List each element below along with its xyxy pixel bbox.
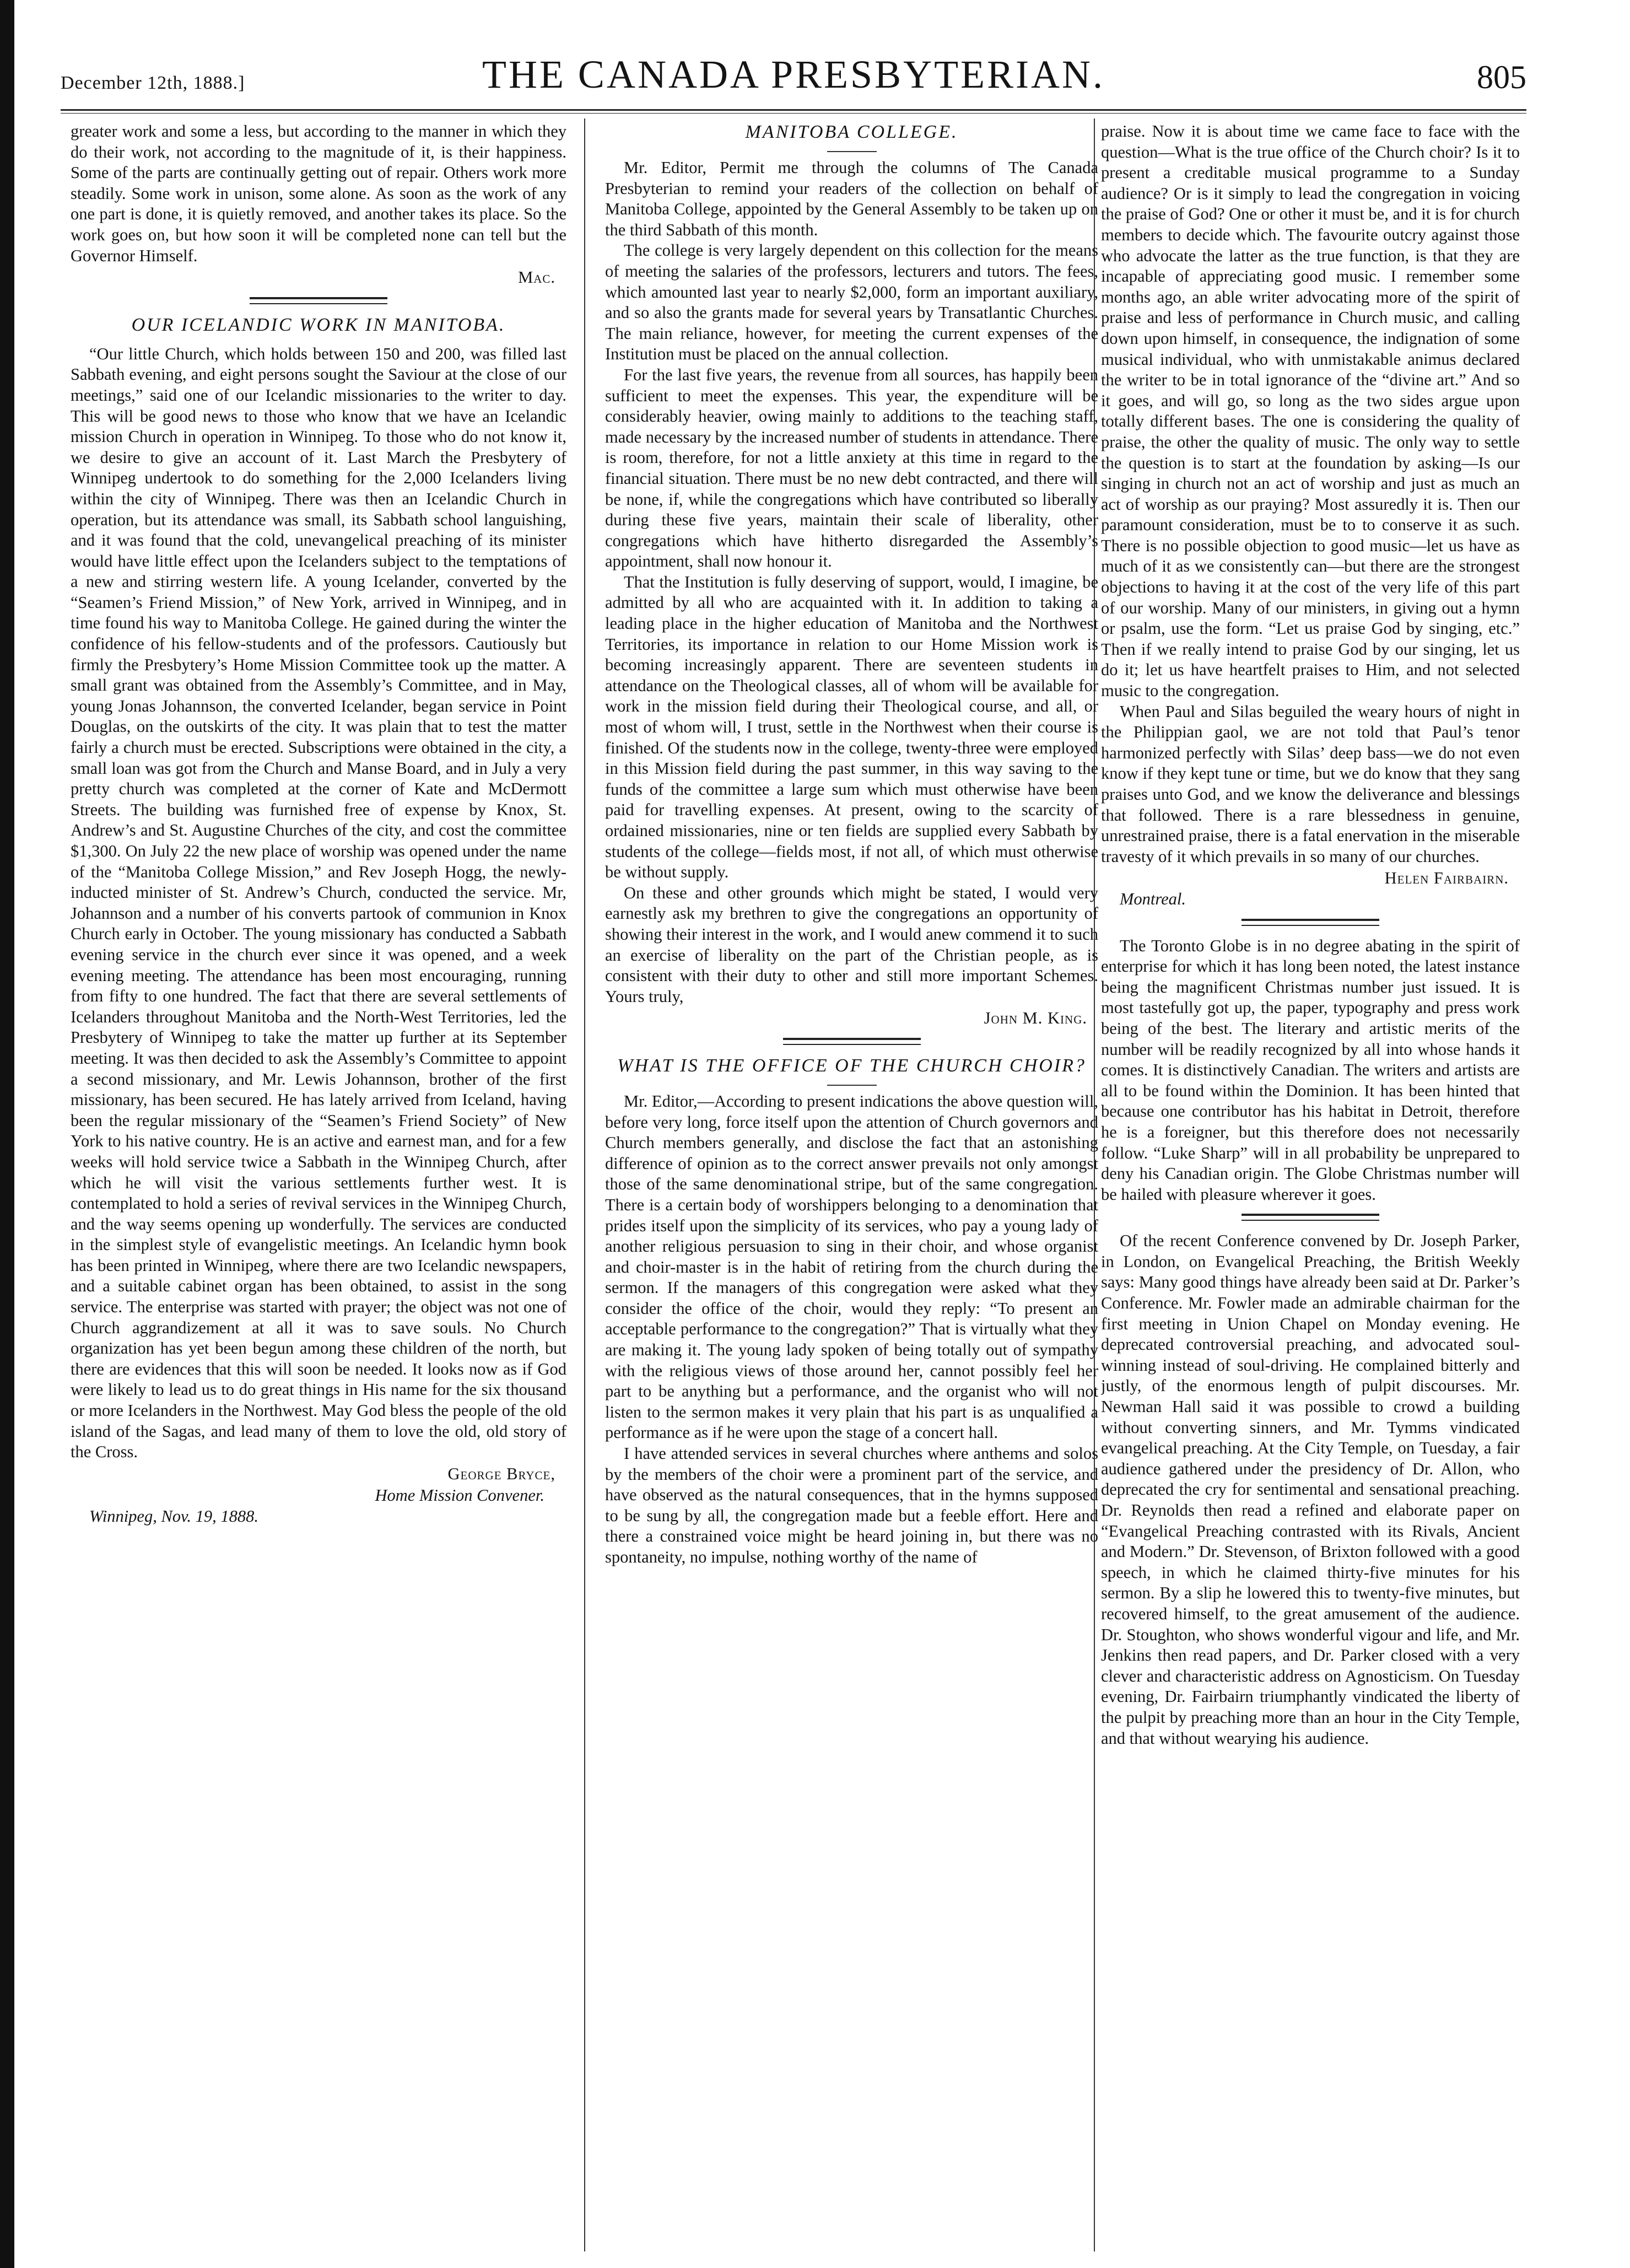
header-rule xyxy=(61,109,1526,114)
title-rule xyxy=(827,151,877,152)
manitoba-paragraph-2: The college is very largely dependent on this collection for the means of meeting the salaries of the professors, lecturers and tutors. The fees, which amounted last year to nearly $2,000, form an important auxiliary, and so also the grants made for several years by Transatlantic Churches. The main reliance, however, for meeting the current expenses of the Institution must be placed on the annual collection. xyxy=(605,241,1098,364)
globe-paragraph: The Toronto Globe is in no degree abating in the spirit of enterprise for which it has long been noted, the latest instance being the magnificent Christmas number just issued. It is most tastefully got up, the paper, typography and press work being of the best. The literary and artistic merits of the number will be readily recognized by all into whose hands it comes. It is distinctively Canadian. The writers and artists are all to be found within the Dominion. It has been hinted that because one contributor has his habitat in Detroit, therefore he is a foreigner, but this therefore does not necessarily follow. “Luke Sharp” will in all probability be unprepared to deny his Canadian origin. The Globe Christmas number will be hailed with pleasure wherever it goes. xyxy=(1101,936,1520,1204)
column-divider-1 xyxy=(584,118,585,2251)
article-separator xyxy=(1242,1214,1379,1221)
place-montreal: Montreal. xyxy=(1120,889,1186,908)
column-2 xyxy=(605,121,1098,2254)
manitoba-paragraph-3: For the last five years, the revenue from all sources, has happily been sufficient to meet the expenses. This year, the expenditure will be considerably heavier, owing mainly to additions to the teaching staff, made necessary by the increased number of students in attendance. There is room, therefore, for not a little anxiety at this time in regard to the financial situation. There must be no new debt contracted, and there will be none, if, while the congregations which have contributed so liberally during these five years, maintain their scale of liberality, other congregations which have hitherto disregarded the Assembly’s appointment, shall now honour it. xyxy=(605,365,1098,571)
page-binding-edge xyxy=(0,0,14,2268)
signature-george-bryce: George Bryce, xyxy=(447,1464,555,1483)
choir-paragraph-2: I have attended services in several churches where anthems and solos by the members of the choir were a prominent part of the service, and have observed as the natural consequences, that in the hymns supposed to be sung by all, the congregation made but a feeble effort. Here and there a constrained voice might be heard joining in, but there was no spontaneity, no impulse, nothing worthy of the name of xyxy=(605,1444,1098,1566)
article-title-church-choir: WHAT IS THE OFFICE OF THE CHURCH CHOIR? xyxy=(617,1055,1086,1076)
continuation-paragraph: greater work and some a less, but according to the manner in which they do their work, not according to the magnitude of it, is their happiness. Some of the parts are continually getting out of repair. Others work more steadily. Some work in unison, some alone. As soon as the work of any one part is done, it is quietly removed, and another takes its place. So the work goes on, but how soon it will be completed none can tell but the Governor Himself. xyxy=(71,122,566,265)
signature-john-king: John M. King. xyxy=(984,1009,1087,1028)
article-body-icelandic-work: “Our little Church, which holds between 150 and 200, was filled last Sabbath evening, and eight persons sought the Saviour at the close of our meetings,” said one of our Icelandic missionaries to the writer to day. This will be good news to those who know that we have an Icelandic mission Church in operation in Winnipeg. To those who do not know it, we desire to give an account of it. Last March the Presbytery of Winnipeg undertook to do something for the 2,000 Icelanders living within the city of Winnipeg. There was then an Icelandic Church in operation, but its attendance was small, its Sabbath school languishing, and it was found that the cold, unevangelical preaching of its minister would have little effect upon the Icelanders subject to the temptations of a new and stirring western life. A young Icelander, converted by the “Seamen’s Friend Mission,” of New York, arrived in Winnipeg, and in time found his way to Manitoba College. He gained during the winter the confidence of his fellow-students and of the professors. Cautiously but firmly the Presbytery’s Home Mission Committee took up the matter. A small grant was obtained from the Assembly’s Committee, and in May, young Jonas Johannson, the converted Icelander, began service in Point Douglas, on the outskirts of the city. It was plain that to test the matter fairly a church must be erected. Subscriptions were obtained in the city, a small loan was got from the Church and Manse Board, and in July a very pretty church was completed at the corner of Kate and McDermott Streets. The building was furnished free of expense by Knox, St. Andrew’s and St. Augustine Churches of the city, and cost the committee $1,300. On July 22 the new place of worship was opened under the name of the “Manitoba College Mission,” and Rev Joseph Hogg, the newly-inducted minister of St. Andrew’s Church, conducted the service. Mr, Johannson and a number of his converts partook of communion in Knox Church early in October. The young missionary has conducted a Sabbath evening service in the church ever since it was opened, and a week evening meeting. The attendance has been most encouraging, running from fifty to one hundred. The fact that there are several settlements of Icelanders throughout Manitoba and the North-West Territories, led the Presbytery of Winnipeg to take the matter up further at its September meeting. It was then decided to ask the Assembly’s Committee to appoint a second missionary, and Mr. Lewis Johannson, brother of the first missionary, has been secured. He has lately arrived from Iceland, having been the regular missionary of the “Seamen’s Friend Society” of New York to his native country. He is an active and earnest man, and for a few weeks will hold service twice a Sabbath in the Winnipeg Church, after which he will visit the various settlements further west. It is contemplated to hold a series of revival services in the Winnipeg Church, and the way seems opening up wonderfully. The services are conducted in the simplest style of evangelistic meetings. An Icelandic hymn book has been printed in Winnipeg, where there are two Icelandic newspapers, and a suitable cabinet organ has been obtained, to assist in the song service. The enterprise was started with prayer; the object was not one of Church aggrandizement at all it was to save souls. No Church organization has yet been begun among these children of the north, but there are evidences that this will soon be needed. It looks now as if God were likely to lead us to do great things in His name for the six thousand or more Icelanders in the Northwest. May God bless the people of the old island of the Sagas, and lead many of them to love the old, old story of the Cross. xyxy=(71,344,566,1462)
manitoba-paragraph-1: Mr. Editor, Permit me through the columns of The Canada Presbyterian to remind your readers of the collection on behalf of Manitoba College, appointed by the General Assembly to be taken up on the third Sabbath of this month. xyxy=(605,158,1098,239)
column-1 xyxy=(71,121,566,2254)
article-separator xyxy=(250,297,387,304)
issue-date: December 12th, 1888.] xyxy=(61,73,245,93)
conference-paragraph: Of the recent Conference convened by Dr. Joseph Parker, in London, on Evangelical Preaching, the British Weekly says: Many good things have already been said at Dr. Parker’s Conference. Mr. Fowler made an admirable chairman for the first meeting in Union Chapel on Monday evening. He deprecated controversial preaching, and advocated soul-winning instead of soul-driving. He complained bitterly and justly, of the enormous length of pulpit discourses. Mr. Newman Hall said it was possible to crowd a building without converting sinners, and Mr. Tymms vindicated evangelical preaching. At the City Temple, on Tuesday, a fair audience gathered under the presidency of Dr. Allon, who deprecated the cry for sentimental and sensational preaching. Dr. Reynolds then read a refined and elaborate paper on “Evangelical Preaching contrasted with its Rivals, Ancient and Modern.” Dr. Stevenson, of Brixton followed with a good speech, in which he claimed thirty-five minutes for his sermon. By a slip he lowered this to twenty-five minutes, but recovered himself, to the great amusement of the audience. Dr. Stoughton, who shows wonderful vigour and life, and Mr. Jenkins then read papers, and Dr. Parker closed with a very clever and characteristic address on Agnosticism. On Tuesday evening, Dr. Fairbairn triumphantly vindicated the liberty of the pulpit by preaching more than an hour in the City Temple, and that without wearying his audience. xyxy=(1101,1231,1520,1748)
article-title-icelandic-work: OUR ICELANDIC WORK IN MANITOBA. xyxy=(131,314,506,335)
title-rule xyxy=(827,1085,877,1086)
choir-paragraph-1: Mr. Editor,—According to present indications the above question will, before very long, force itself upon the attention of Church governors and Church members generally, and disclose the fact that an astonishing difference of opinion as to the correct answer prevails not only amongst those of the same denominational stripe, but of the same congregation. There is a certain body of worshippers belonging to a denomination that prides itself upon the simplicity of its services, who pay a young lady of another religious persuasion to sing in their choir, and whose organist and choir-master is in the habit of retiring from the church during the sermon. If the managers of this congregation were asked what they consider the office of the choir, would they reply: “To present an acceptable performance to the congregation?” That is virtually what they are making it. The young lady spoken of being totally out of sympathy with the religious views of those around her, cannot possibly feel her part to be anything but a performance, and the organist who will not listen to the sermon makes it very plain that his part is as unqualified a performance as if he were upon the stage of a concert hall. xyxy=(605,1091,1098,1442)
choir-continuation-2: When Paul and Silas beguiled the weary hours of night in the Philippian gaol, we are not told that Paul’s tenor harmonized perfectly with Silas’ deep bass—we do not even know if they kept tune or time, but we do know that they sang praises unto God, and we know the deliverance and blessings that followed. There is a rare blessedness in genuine, unrestrained praise, there is a fatal enervation in the miserable travesty of it which prevails in so many of our churches. xyxy=(1101,702,1520,866)
signature-role: Home Mission Convener. xyxy=(375,1486,544,1505)
column-3 xyxy=(1101,121,1520,2254)
manitoba-paragraph-5: On these and other grounds which might be stated, I would very earnestly ask my brethren to give the congregations an opportunity of showing their interest in the work, and I would anew commend it to such an exercise of liberality on the part of the Christian people, as is consistent with their duty to other and still more important Schemes. Yours truly, xyxy=(605,883,1098,1006)
manitoba-paragraph-4: That the Institution is fully deserving of support, would, I imagine, be admitted by all who are acquainted with it. In addition to taking a leading place in the higher education of Manitoba and the Northwest Territories, its importance in relation to our Home Mission work is becoming increasingly apparent. There are seventeen students in attendance on the Theological classes, all of whom will be available for work in the mission field during their Theological course, and all, or most of whom will, I trust, settle in the Northwest when their course is finished. Of the students now in the college, twenty-three were employed in this Mission field during the past summer, in this way saving to the funds of the committee a large sum which must otherwise have been paid for travelling expenses. At present, owing to the scarcity of ordained missionaries, nine or ten fields are supplied every Sabbath by students of the college—fields most, if not all, of which must otherwise be without supply. xyxy=(605,572,1098,882)
page-header xyxy=(61,44,1526,105)
article-separator xyxy=(1242,919,1379,926)
newspaper-title: THE CANADA PRESBYTERIAN. xyxy=(482,52,1105,96)
dateline-winnipeg: Winnipeg, Nov. 19, 1888. xyxy=(89,1507,258,1526)
article-separator xyxy=(783,1038,921,1045)
page-number: 805 xyxy=(1477,59,1526,95)
continuation-signature: Mac. xyxy=(518,268,555,287)
article-title-manitoba-college: MANITOBA COLLEGE. xyxy=(745,122,958,142)
signature-helen-fairbairn: Helen Fairbairn. xyxy=(1384,869,1509,888)
choir-continuation-1: praise. Now it is about time we came face to face with the question—What is the true office of the Church choir? Is it to present a creditable musical programme to a Sunday audience? Or is it simply to lead the congregation in voicing the praise of God? One or other it must be, and it is for church members to decide which. The favourite outcry against those who advocate the latter as the true function, is that they are incapable of appreciating good music. I remember some months ago, an able writer advocating more of the spirit of praise and less of performance in Church music, and calling down upon himself, in consequence, the indignation of some musical individual, who with unmistakable animus declared the writer to be in total ignorance of the “divine art.” And so it goes, and will go, so long as the two sides argue upon totally different bases. The one is considering the quality of praise, the other the quality of music. The only way to settle the question is to start at the foundation by asking—Is our singing in church not an act of worship and just as much an act of worship as our praying? Most assuredly it is. Then our paramount consideration, must be to to conserve it as such. There is no possible objection to good music—let us have as much of it as we consistently can—but there are the strongest objections to having it at the cost of the very life of this part of our worship. Many of our ministers, in giving out a hymn or psalm, use the form. “Let us praise God by singing, etc.” Then if we really intend to praise God by our singing, let us do it; let us have heartfelt praises to Him, and not selected music to the congregation. xyxy=(1101,122,1520,701)
